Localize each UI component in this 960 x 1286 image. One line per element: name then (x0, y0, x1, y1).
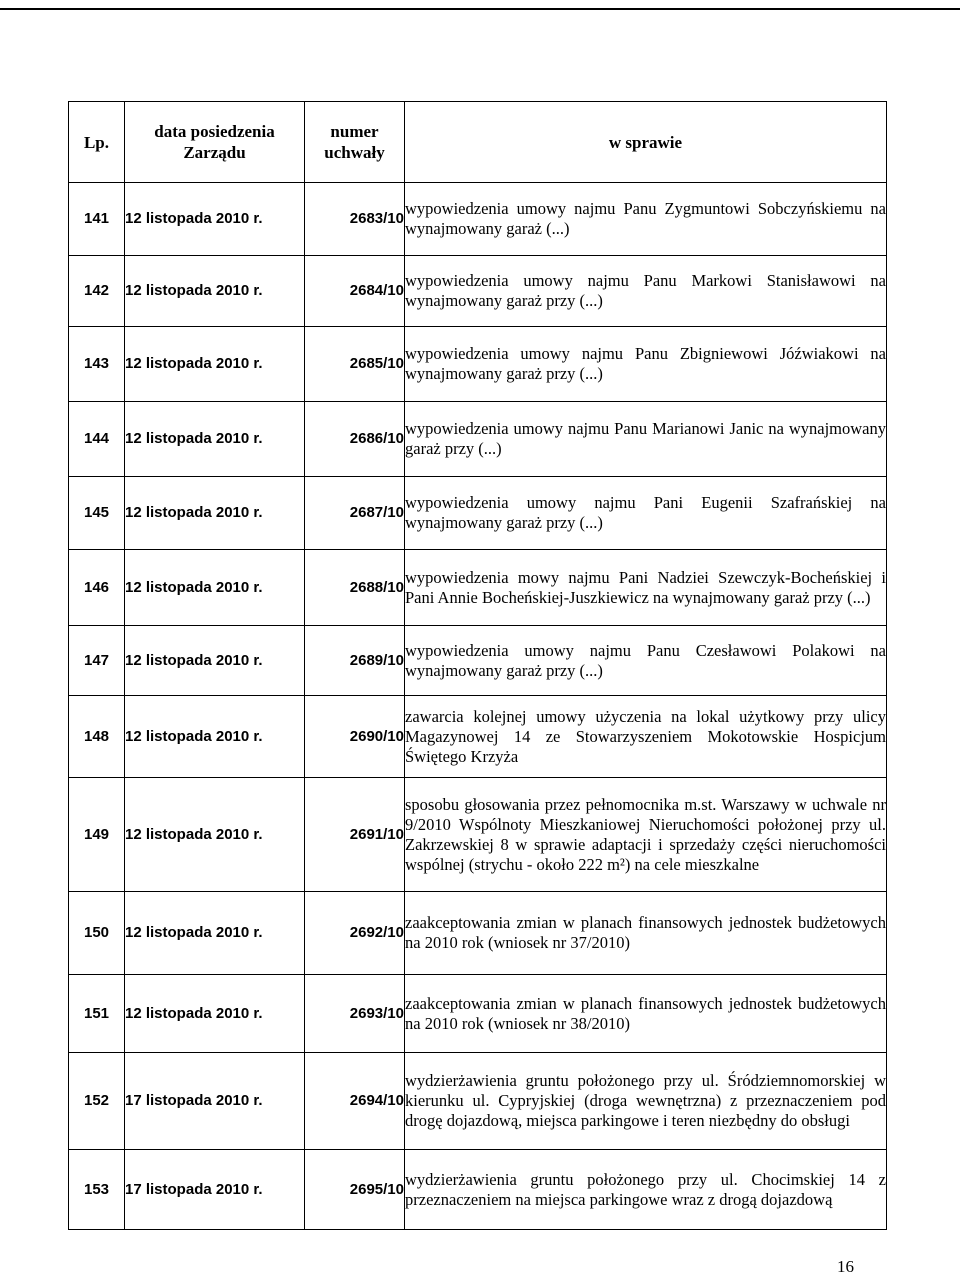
table-row (69, 626, 887, 696)
header-number-line1: numer (330, 122, 379, 141)
row-lp: 151 (69, 975, 125, 1053)
row-number: 2689/10 (305, 626, 405, 696)
table-row (69, 327, 887, 402)
header-number-line2: uchwały (324, 143, 385, 162)
header-lp: Lp. (69, 102, 125, 183)
table-row (69, 477, 887, 550)
row-subject: wydzierżawienia gruntu położonego przy ul. Śródziemnomorskiej w kierunku ul. Cypryjskiej (droga wewnętrzna) z przeznaczeniem pod drogę dojazdową, miejsca parkingowe i teren niezbędny do obsługi (405, 1053, 887, 1150)
row-lp: 141 (69, 183, 125, 256)
row-date: 12 listopada 2010 r. (125, 402, 305, 477)
row-date: 12 listopada 2010 r. (125, 256, 305, 327)
row-subject: zaakceptowania zmian w planach finansowych jednostek budżetowych na 2010 rok (wniosek nr 38/2010) (405, 975, 887, 1053)
row-subject: wypowiedzenia umowy najmu Panu Zbigniewowi Jóźwiakowi na wynajmowany garaż przy (...) (405, 327, 887, 402)
header-date-line2: Zarządu (183, 143, 246, 162)
row-date: 12 listopada 2010 r. (125, 975, 305, 1053)
resolutions-table (68, 101, 887, 1230)
row-subject: zawarcia kolejnej umowy użyczenia na lokal użytkowy przy ulicy Magazynowej 14 ze Stowarzyszeniem Mokotowskie Hospicjum Świętego Krzyża (405, 696, 887, 778)
top-rule (0, 8, 960, 10)
row-number: 2692/10 (305, 892, 405, 975)
table-row (69, 256, 887, 327)
table-row (69, 550, 887, 626)
header-date (125, 102, 305, 183)
row-date: 12 listopada 2010 r. (125, 183, 305, 256)
table-row (69, 696, 887, 778)
table-row (69, 975, 887, 1053)
row-number: 2694/10 (305, 1053, 405, 1150)
row-lp: 152 (69, 1053, 125, 1150)
row-subject: wypowiedzenia mowy najmu Pani Nadziei Szewczyk-Bocheńskiej i Pani Annie Bocheńskiej-Juszkiewicz na wynajmowany garaż przy (...) (405, 550, 887, 626)
table-row (69, 1053, 887, 1150)
row-date: 12 listopada 2010 r. (125, 892, 305, 975)
row-subject: wypowiedzenia umowy najmu Panu Czesławowi Polakowi na wynajmowany garaż przy (...) (405, 626, 887, 696)
row-number: 2690/10 (305, 696, 405, 778)
row-subject: wypowiedzenia umowy najmu Panu Marianowi Janic na wynajmowany garaż przy (...) (405, 402, 887, 477)
row-number: 2684/10 (305, 256, 405, 327)
table-row (69, 402, 887, 477)
row-lp: 143 (69, 327, 125, 402)
row-subject: wydzierżawienia gruntu położonego przy ul. Chocimskiej 14 z przeznaczeniem na miejsca parkingowe wraz z drogą dojazdową (405, 1150, 887, 1230)
header-number (305, 102, 405, 183)
row-number: 2695/10 (305, 1150, 405, 1230)
row-lp: 142 (69, 256, 125, 327)
table-row (69, 892, 887, 975)
table-row (69, 778, 887, 892)
row-lp: 146 (69, 550, 125, 626)
row-subject: wypowiedzenia umowy najmu Panu Zygmuntowi Sobczyńskiemu na wynajmowany garaż (...) (405, 183, 887, 256)
row-lp: 144 (69, 402, 125, 477)
row-lp: 149 (69, 778, 125, 892)
row-lp: 148 (69, 696, 125, 778)
row-date: 12 listopada 2010 r. (125, 327, 305, 402)
page-number: 16 (837, 1257, 854, 1276)
row-date: 12 listopada 2010 r. (125, 778, 305, 892)
row-number: 2683/10 (305, 183, 405, 256)
row-lp: 153 (69, 1150, 125, 1230)
table-header-row (69, 102, 887, 183)
row-subject: zaakceptowania zmian w planach finansowych jednostek budżetowych na 2010 rok (wniosek nr 37/2010) (405, 892, 887, 975)
table-row (69, 183, 887, 256)
row-lp: 145 (69, 477, 125, 550)
row-subject: wypowiedzenia umowy najmu Panu Markowi Stanisławowi na wynajmowany garaż przy (...) (405, 256, 887, 327)
row-number: 2685/10 (305, 327, 405, 402)
row-number: 2688/10 (305, 550, 405, 626)
row-lp: 150 (69, 892, 125, 975)
row-number: 2686/10 (305, 402, 405, 477)
row-date: 12 listopada 2010 r. (125, 477, 305, 550)
row-number: 2691/10 (305, 778, 405, 892)
row-date: 12 listopada 2010 r. (125, 550, 305, 626)
row-date: 12 listopada 2010 r. (125, 696, 305, 778)
row-lp: 147 (69, 626, 125, 696)
header-date-line1: data posiedzenia (154, 122, 275, 141)
row-date: 17 listopada 2010 r. (125, 1150, 305, 1230)
row-date: 12 listopada 2010 r. (125, 626, 305, 696)
header-subject: w sprawie (405, 102, 887, 183)
row-number: 2687/10 (305, 477, 405, 550)
row-subject: sposobu głosowania przez pełnomocnika m.st. Warszawy w uchwale nr 9/2010 Wspólnoty Mieszkaniowej Nieruchomości położonej przy ul. Zakrzewskiej 8 w sprawie adaptacji i sprzedaży części nieruchomości wspólnej (strychu - około 222 m²) na cele mieszkalne (405, 778, 887, 892)
row-subject: wypowiedzenia umowy najmu Pani Eugenii Szafrańskiej na wynajmowany garaż przy (...) (405, 477, 887, 550)
row-date: 17 listopada 2010 r. (125, 1053, 305, 1150)
table-row (69, 1150, 887, 1230)
row-number: 2693/10 (305, 975, 405, 1053)
